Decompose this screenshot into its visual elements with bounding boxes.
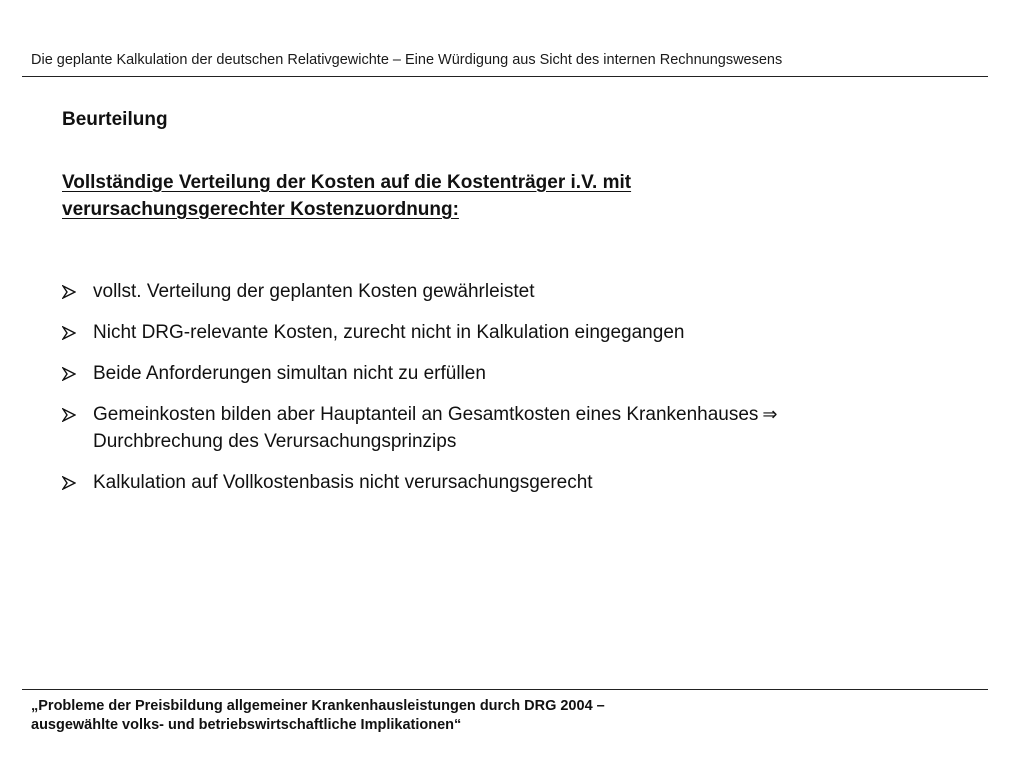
bullet-text [93, 401, 962, 455]
arrowhead-bullet-icon [62, 278, 93, 305]
footer-line-1: „Probleme der Preisbildung allgemeiner Krankenhausleistungen durch DRG 2004 – [31, 698, 605, 714]
bullet-list [62, 278, 962, 510]
bullet-item [62, 469, 962, 496]
footer-divider [22, 689, 988, 690]
bullet-text: Nicht DRG-relevante Kosten, zurecht nicht in Kalkulation eingegangen [93, 322, 685, 343]
arrowhead-bullet-icon [62, 401, 93, 428]
section-heading: Beurteilung [62, 109, 168, 130]
footer-line-2: ausgewählte volks- und betriebswirtschaftliche Implikationen“ [31, 717, 462, 733]
implies-arrow-icon: ⇒ [762, 404, 778, 425]
bullet-text: Beide Anforderungen simultan nicht zu erfüllen [93, 363, 486, 384]
sub-heading: Vollständige Verteilung der Kosten auf die Kostenträger i.V. mit verursachungsgerechter Kostenzuordnung: [62, 172, 632, 220]
bullet-item [62, 401, 962, 455]
bullet-text-continuation: Durchbrechung des Verursachungsprinzips [93, 431, 457, 452]
arrowhead-bullet-icon [62, 319, 93, 346]
bullet-item [62, 278, 962, 305]
arrowhead-bullet-icon [62, 469, 93, 496]
arrowhead-bullet-icon [62, 360, 93, 387]
header-divider [22, 76, 988, 77]
bullet-text: Kalkulation auf Vollkostenbasis nicht verursachungsgerecht [93, 472, 593, 493]
bullet-text-main: Gemeinkosten bilden aber Hauptanteil an Gesamtkosten eines Krankenhauses [93, 404, 759, 425]
footer-citation [31, 697, 605, 735]
bullet-item [62, 319, 962, 346]
bullet-text: vollst. Verteilung der geplanten Kosten gewährleistet [93, 281, 535, 302]
header-title: Die geplante Kalkulation der deutschen Relativgewichte – Eine Würdigung aus Sicht des internen Rechnungswesens [31, 52, 783, 68]
bullet-item [62, 360, 962, 387]
